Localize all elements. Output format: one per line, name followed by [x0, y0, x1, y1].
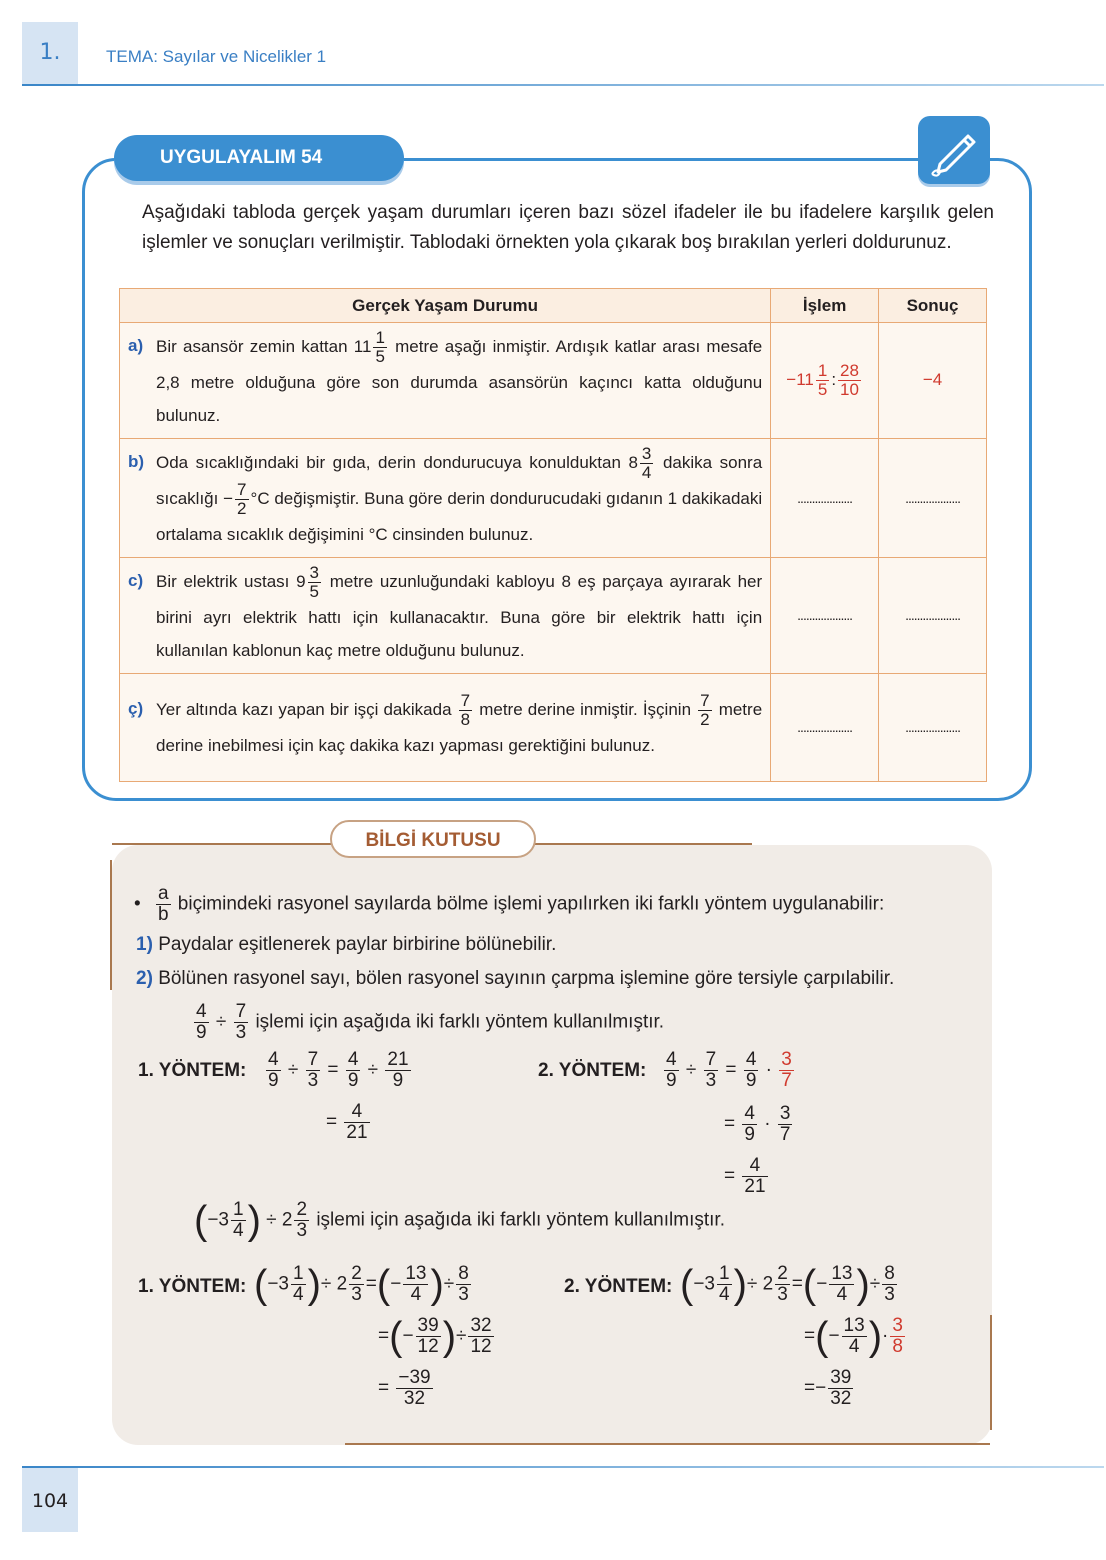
situation-cell — [120, 673, 771, 781]
activity-instructions: Aşağıdaki tabloda gerçek yaşam durumları içeren bazı sözel ifadeler ile bu ifadelere karşılık gelen işlemler ve sonuçları verilmiştir. Tablodaki örnekten yola çıkarak boş bırakılan yerleri doldurunuz. — [142, 202, 994, 253]
table-row — [120, 558, 987, 674]
example-2-expression: (−3 $\frac{1}{4}$ ) ÷ 2 $\frac{2}{3}$ işlemi için aşağıda iki farklı yöntem kullanılmıştır. — [194, 1198, 725, 1243]
situation-text: dakika sonra sıcaklığı − — [156, 452, 763, 509]
result-cell: −4 — [879, 323, 987, 439]
row-label: c) — [128, 571, 144, 591]
operation-whole: −11 — [786, 369, 814, 389]
situation-text: metre derine inmiştir. İşçinin — [474, 700, 697, 720]
table-row — [120, 323, 987, 439]
item-label: 1) — [136, 934, 153, 955]
situation-text: metre derine inebilmesi için kaç dakika kazı yapması gerektiğini bulunuz. — [156, 700, 763, 756]
unit-number: 1. — [39, 40, 61, 65]
situation-text: metre aşağı inmiştir. Ardışık katlar arası mesafe 2,8 metre olduğuna göre son durumda asansörün kaçıncı katta olduğunu bulunuz. — [156, 336, 763, 425]
situation-cell — [120, 558, 771, 674]
situation-cell — [120, 323, 771, 439]
method-1-step: = $\frac{-39}{32}$ — [378, 1367, 431, 1409]
situation-cell — [120, 438, 771, 557]
fraction: $\frac{7}{2}$ — [700, 691, 710, 730]
life-situations-table — [119, 288, 987, 782]
situation-text: Oda sıcaklığındaki bir gıda, derin dondurucuya konulduktan 8 — [156, 452, 638, 472]
operation-sign: : — [831, 369, 837, 389]
footer-divider — [22, 1466, 1104, 1468]
fraction: $\frac{3}{4}$ — [641, 443, 652, 482]
method-2-step: =− $\frac{39}{32}$ — [804, 1367, 852, 1409]
decorative-line — [345, 1443, 990, 1445]
situation-text: Bir asansör zemin kattan 11 — [156, 336, 372, 356]
fraction: $\frac{7}{8}$ — [460, 691, 471, 730]
decorative-line — [110, 860, 112, 990]
situation-text: Bir elektrik ustası 9 — [156, 571, 306, 591]
situation-text: metre uzunluğundaki kabloyu 8 eş parçaya ayırarak her birini ayrı elektrik hattı için kullanacaktır. Buna göre bir elektrik hattı için kullanılan kablonun kaç metre olduğunu bulunuz. — [156, 571, 763, 660]
bullet: • — [134, 893, 141, 915]
situation-text: Yer altında kazı yapan bir işçi dakikada — [156, 700, 457, 720]
result-answer-blank[interactable]: ................... — [879, 438, 987, 557]
operation-answer-blank[interactable]: ................... — [771, 558, 879, 674]
method-1-label: 1. YÖNTEM: — [138, 1060, 247, 1081]
info-text: biçimindeki rasyonel sayılarda bölme işlemi yapılırken iki farklı yöntem uygulanabilir: — [177, 893, 885, 915]
fraction: $\frac{3}{5}$ — [309, 563, 319, 601]
situation-text: °C değişmiştir. Buna göre derin dondurucudaki gıdanın 1 dakikadaki ortalama sıcaklık değişimini °C cinsinden bulunuz. — [156, 489, 763, 545]
method-1-label: 1. YÖNTEM: — [138, 1276, 247, 1297]
info-item-1 — [136, 934, 556, 956]
fraction-a-over-b: $\frac{a}{b}$ — [157, 883, 169, 925]
method-1-step: $\frac{4}{9}$ ÷ $\frac{7}{3}$ = $\frac{4}{9}$ ÷ $\frac{21}{9}$ — [268, 1049, 409, 1091]
row-label: ç) — [128, 699, 144, 719]
result-answer-blank[interactable]: ................... — [879, 558, 987, 674]
info-box-title: BİLGİ KUTUSU — [330, 820, 536, 858]
item-text: Paydalar eşitlenerek paylar birbirine bölünebilir. — [158, 934, 557, 955]
method-1-step: =(− $\frac{39}{12}$ )÷ $\frac{32}{12}$ — [378, 1314, 492, 1359]
method-2-step: $\frac{4}{9}$ ÷ $\frac{7}{3}$ = $\frac{4}{9}$ · $\frac{3}{7}$ — [666, 1049, 792, 1091]
table-row — [120, 673, 987, 781]
method-1-step: = $\frac{4}{21}$ — [326, 1101, 368, 1143]
operation-answer-blank[interactable]: ................... — [771, 438, 879, 557]
example-caption: işlemi için aşağıda iki farklı yöntem kullanılmıştır. — [316, 1209, 725, 1231]
table-row — [120, 438, 987, 557]
column-header: Sonuç — [879, 289, 987, 323]
method-2-label: 2. YÖNTEM: — [564, 1276, 673, 1297]
method-1-step: (−3 $\frac{1}{4}$ )÷ 2 $\frac{2}{3}$ =(− $\frac{13}{4}$ )÷ $\frac{8}{3}$ — [254, 1262, 469, 1307]
operation-cell — [771, 323, 879, 439]
pencil-icon — [918, 116, 990, 184]
theme-title: TEMA: Sayılar ve Nicelikler 1 — [106, 47, 327, 66]
method-2-step: =(− $\frac{13}{4}$ )· $\frac{3}{8}$ — [804, 1314, 903, 1359]
fraction: $\frac{28}{10}$ — [840, 361, 859, 399]
column-header: Gerçek Yaşam Durumu — [120, 289, 771, 323]
info-item-2 — [136, 968, 894, 990]
row-label: a) — [128, 336, 144, 355]
activity-title: UYGULAYALIM 54 — [114, 135, 404, 181]
method-2-label: 2. YÖNTEM: — [538, 1060, 647, 1081]
column-header: İşlem — [771, 289, 879, 323]
table-header-row — [120, 289, 987, 323]
fraction: $\frac{1}{5}$ — [817, 361, 828, 399]
example-caption: işlemi için aşağıda iki farklı yöntem kullanılmıştır. — [255, 1011, 665, 1033]
row-label: b) — [128, 451, 145, 471]
fraction: $\frac{1}{5}$ — [375, 328, 385, 366]
operation-answer-blank[interactable]: ................... — [771, 673, 879, 781]
example-1-expression: $\frac{4}{9}$ ÷ $\frac{7}{3}$ işlemi için aşağıda iki farklı yöntem kullanılmıştır. — [196, 1001, 665, 1043]
method-2-step: (−3 $\frac{1}{4}$ )÷ 2 $\frac{2}{3}$ =(− $\frac{13}{4}$ )÷ $\frac{8}{3}$ — [680, 1262, 895, 1307]
item-text: Bölünen rasyonel sayı, bölen rasyonel sayının çarpma işlemine göre tersiyle çarpılabilir. — [158, 968, 895, 989]
method-2-step: = $\frac{4}{9}$ · $\frac{3}{7}$ — [724, 1103, 791, 1145]
fraction: $\frac{7}{2}$ — [237, 480, 247, 519]
header-divider — [22, 84, 1104, 86]
item-label: 2) — [136, 968, 153, 989]
page-number: 104 — [31, 1490, 69, 1512]
decorative-line — [990, 1315, 992, 1430]
method-2-step: = $\frac{4}{21}$ — [724, 1155, 766, 1197]
result-answer-blank[interactable]: ................... — [879, 673, 987, 781]
info-line-1 — [134, 884, 884, 925]
